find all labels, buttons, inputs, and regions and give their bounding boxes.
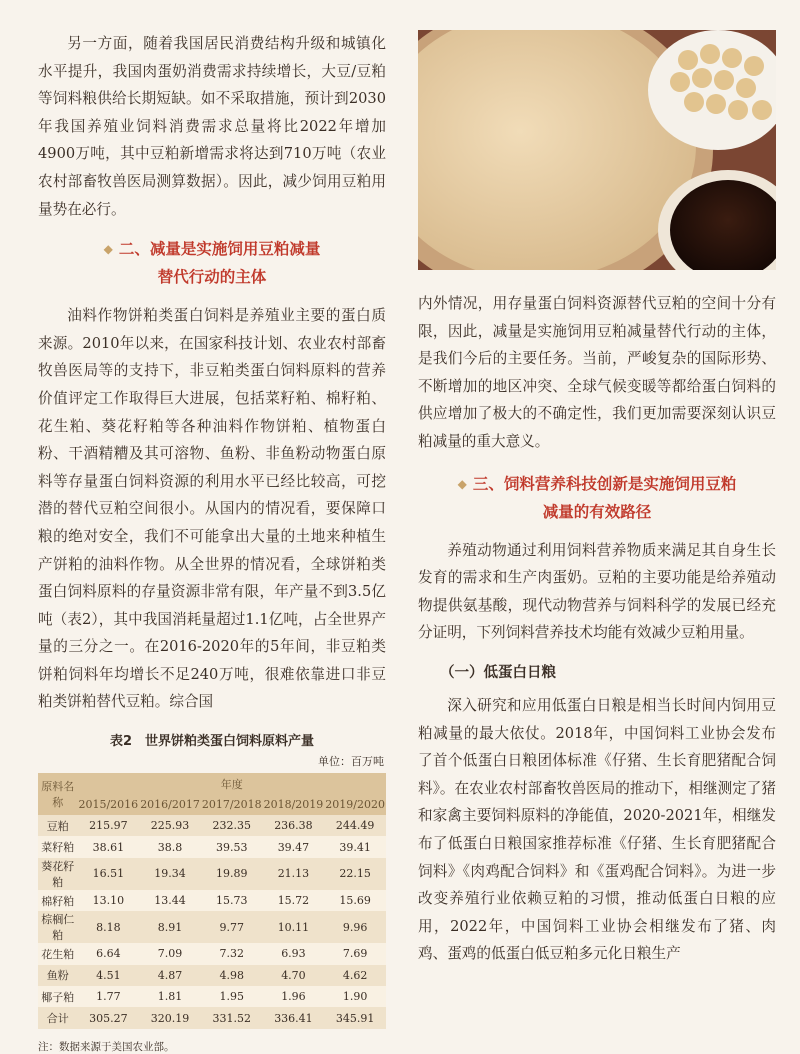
table-header-year: 年度 bbox=[77, 773, 386, 794]
table-cell-value: 1.90 bbox=[324, 986, 386, 1007]
table-header-name: 原料名称 bbox=[38, 773, 77, 815]
table-cell-value: 39.47 bbox=[263, 836, 325, 857]
table-cell-value: 19.89 bbox=[201, 858, 263, 890]
table-cell-value: 1.95 bbox=[201, 986, 263, 1007]
table-cell-value: 336.41 bbox=[263, 1007, 325, 1028]
table-cell-value: 4.51 bbox=[77, 965, 139, 986]
table-note: 注：数据来源于美国农业部。 bbox=[38, 1040, 175, 1053]
table-cell-name: 棕榈仁粕 bbox=[38, 911, 77, 943]
table-cell-value: 236.38 bbox=[263, 815, 325, 836]
table-cell-name: 葵花籽粕 bbox=[38, 858, 77, 890]
table-cell-value: 16.51 bbox=[77, 858, 139, 890]
table-cell-value: 1.81 bbox=[139, 986, 201, 1007]
paragraph: 深入研究和应用低蛋白日粮是相当长时间内饲用豆粕减量的最大依仗。2018年，中国饲料工业协会发布了首个低蛋白日粮团体标准《仔猪、生长育肥猪配合饲料》。在农业农村部畜牧兽医局的推动下，相继测定了猪和家禽主要饲料原料的净能值，2020-2021年，相继发布了低蛋白日粮国家推荐标准《仔猪、生长育肥猪配合饲料》《肉鸡配合饲料》和《蛋鸡配合饲料》。为进一步改变养殖行业依赖豆粕的习惯，推动低蛋白日粮的应用，2022年，中国饲料工业协会相继发布了猪、肉鸡、蛋鸡的低蛋白低豆粕多元化日粮生产 bbox=[418, 696, 776, 963]
table-cell-value: 225.93 bbox=[139, 815, 201, 836]
soybean-meal-photo bbox=[418, 30, 776, 270]
subheading: （一）低蛋白日粮 bbox=[440, 663, 556, 681]
table-cell-value: 7.09 bbox=[139, 943, 201, 964]
table-row bbox=[38, 1007, 386, 1028]
table-cell-name: 花生粕 bbox=[38, 943, 77, 964]
table-cell-value: 38.8 bbox=[139, 836, 201, 857]
table-row bbox=[38, 986, 386, 1007]
heading-line: 三、饲料营养科技创新是实施饲用豆粕 bbox=[472, 473, 737, 493]
table-cell-value: 8.18 bbox=[77, 911, 139, 943]
table-row bbox=[38, 943, 386, 964]
diamond-icon: ◆ bbox=[103, 242, 113, 257]
table-cell-value: 9.96 bbox=[324, 911, 386, 943]
table-row bbox=[38, 836, 386, 857]
table-cell-name: 棉籽粕 bbox=[38, 890, 77, 911]
table-cell-name: 椰子粕 bbox=[38, 986, 77, 1007]
right-column bbox=[418, 290, 776, 968]
table-cell-value: 15.72 bbox=[263, 890, 325, 911]
table-cell-name: 合计 bbox=[38, 1007, 77, 1028]
table-cell-value: 9.77 bbox=[201, 911, 263, 943]
table-cell-value: 4.87 bbox=[139, 965, 201, 986]
heading-line: 二、减量是实施饲用豆粕减量 bbox=[118, 239, 321, 259]
table-row bbox=[38, 815, 386, 836]
table-cell-value: 39.41 bbox=[324, 836, 386, 857]
table-cell-value: 38.61 bbox=[77, 836, 139, 857]
table-cell-value: 10.11 bbox=[263, 911, 325, 943]
table-cell-value: 7.32 bbox=[201, 943, 263, 964]
table-row bbox=[38, 911, 386, 943]
table-row bbox=[38, 890, 386, 911]
table-cell-value: 4.70 bbox=[263, 965, 325, 986]
table-cell-name: 菜籽粕 bbox=[38, 836, 77, 857]
section-heading bbox=[418, 470, 776, 525]
section-heading bbox=[38, 235, 386, 290]
table-year-header: 2015/2016 bbox=[77, 794, 139, 815]
table-cell-value: 13.10 bbox=[77, 890, 139, 911]
photo-illustration bbox=[418, 30, 776, 270]
table-cell-value: 1.77 bbox=[77, 986, 139, 1007]
table-year-header: 2017/2018 bbox=[201, 794, 263, 815]
table-year-header: 2018/2019 bbox=[263, 794, 325, 815]
table-cell-value: 4.98 bbox=[201, 965, 263, 986]
paragraph: 油料作物饼粕类蛋白饲料是养殖业主要的蛋白质来源。2010年以来，在国家科技计划、农业农村部畜牧兽医局等的支持下，非豆粕类蛋白饲料原料的营养价值评定工作取得巨大进展，包括菜籽粕、棉籽粕、花生粕、葵花籽粕等各种油料作物饼粕、植物蛋白粉、干酒精糟及其可溶物、鱼粉、非鱼粉动物蛋白原料等存量蛋白饲料资源的利用水平已经比较高，可挖潜的替代豆粕空间很小。从国内的情况看，要保障口粮的绝对安全，我们不可能拿出大量的土地来种植生产饼粕的油料作物。从全世界的情况看，全球饼粕类蛋白饲料原料的存量资源非常有限，年产量不到3.5亿吨（表2），其中我国消耗量超过1.1亿吨，占全世界产量的三分之一。在2016-2020年的5年间，非豆粕类饼粕饲料年均增长不足240万吨，很难依靠进口非豆粕类饼粕替代豆粕。综合国 bbox=[38, 307, 386, 711]
table-cell-value: 21.13 bbox=[263, 858, 325, 890]
table-unit: 单位：百万吨 bbox=[318, 755, 384, 769]
table-cell-value: 232.35 bbox=[201, 815, 263, 836]
table-cell-value: 331.52 bbox=[201, 1007, 263, 1028]
table-cell-value: 244.49 bbox=[324, 815, 386, 836]
table-year-header: 2019/2020 bbox=[324, 794, 386, 815]
table-cell-value: 1.96 bbox=[263, 986, 325, 1007]
table-row bbox=[38, 858, 386, 890]
table-title: 表2 世界饼粕类蛋白饲料原料产量 bbox=[109, 734, 315, 750]
table-cell-value: 15.73 bbox=[201, 890, 263, 911]
heading-line: 减量的有效路径 bbox=[542, 501, 652, 521]
data-table bbox=[38, 773, 386, 1029]
table-cell-name: 豆粕 bbox=[38, 815, 77, 836]
table-cell-name: 鱼粉 bbox=[38, 965, 77, 986]
table-row bbox=[38, 965, 386, 986]
table-cell-value: 39.53 bbox=[201, 836, 263, 857]
table-cell-value: 13.44 bbox=[139, 890, 201, 911]
paragraph: 另一方面，随着我国居民消费结构升级和城镇化水平提升，我国肉蛋奶消费需求持续增长，大豆/豆粕等饲料粮供给长期短缺。如不采取措施，预计到2030年我国养殖业饲料消费需求总量将比2022年增加4900万吨，其中豆粕新增需求将达到710万吨（农业农村部畜牧兽医局测算数据）。因此，减少饲用豆粕用量势在必行。 bbox=[38, 35, 386, 218]
paragraph: 内外情况，用存量蛋白饲料资源替代豆粕的空间十分有限，因此，减量是实施饲用豆粕减量替代行动的主体，是我们今后的主要任务。当前，严峻复杂的国际形势、不断增加的地区冲突、全球气候变暖等都给蛋白饲料的供应增加了极大的不确定性，我们更加需要深刻认识豆粕减量的重大意义。 bbox=[418, 295, 776, 450]
table-cell-value: 215.97 bbox=[77, 815, 139, 836]
diamond-icon: ◆ bbox=[457, 476, 467, 491]
left-column bbox=[38, 30, 386, 1054]
table-year-header: 2016/2017 bbox=[139, 794, 201, 815]
table-cell-value: 345.91 bbox=[324, 1007, 386, 1028]
table-cell-value: 6.64 bbox=[77, 943, 139, 964]
table-cell-value: 15.69 bbox=[324, 890, 386, 911]
table-cell-value: 305.27 bbox=[77, 1007, 139, 1028]
table-cell-value: 4.62 bbox=[324, 965, 386, 986]
table-cell-value: 22.15 bbox=[324, 858, 386, 890]
table-cell-value: 320.19 bbox=[139, 1007, 201, 1028]
table-cell-value: 19.34 bbox=[139, 858, 201, 890]
table-cell-value: 6.93 bbox=[263, 943, 325, 964]
table-cell-value: 8.91 bbox=[139, 911, 201, 943]
heading-line: 替代行动的主体 bbox=[157, 267, 267, 287]
table-cell-value: 7.69 bbox=[324, 943, 386, 964]
paragraph: 养殖动物通过利用饲料营养物质来满足其自身生长发育的需求和生产肉蛋奶。豆粕的主要功能是给养殖动物提供氨基酸，现代动物营养与饲料科学的发展已经充分证明，下列饲料营养技术均能有效减少豆粕用量。 bbox=[418, 541, 776, 642]
